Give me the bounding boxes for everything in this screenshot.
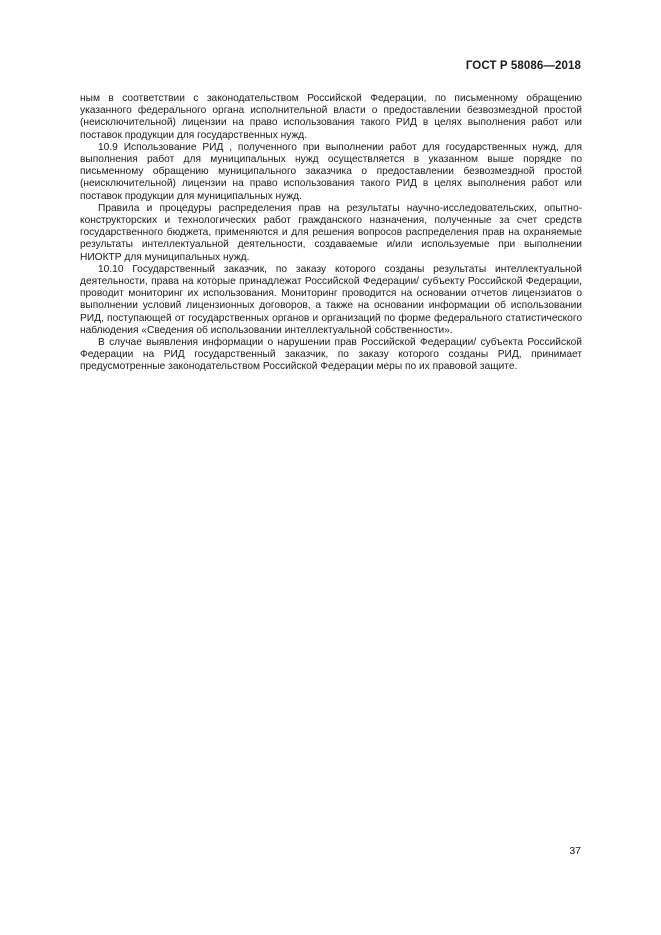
standard-number-header: ГОСТ Р 58086—2018 bbox=[465, 60, 581, 72]
page-number: 37 bbox=[569, 845, 581, 857]
paragraph-violation: В случае выявления информации о нарушении прав Российской Федерации/ субъекта Российской Федерации на РИД государственный заказчик, по заказу которого созданы РИД, принимает предусмотренные законодательством Российской Федерации меры по их правовой защите. bbox=[80, 337, 582, 373]
paragraph-10-10: 10.10 Государственный заказчик, по заказу которого созданы результаты интеллектуальной деятельности, права на которые принадлежат Российской Федерации/ субъекту Российской Федерации, проводит мониторинг их использования. Мониторинг проводится на основании отчетов лицензиатов о выполнении условий лицензионных договоров, а также на основании информации об использовании РИД, поступающей от государственных органов и организаций по форме федерального статистического наблюдения «Сведения об использовании интеллектуальной собственности». bbox=[80, 263, 582, 336]
paragraph-continuation: ным в соответствии с законодательством Российской Федерации, по письменному обращению указанного федерального органа исполнительной власти о предоставлении безвозмездной простой (неисключительной) лицензии на право использования такого РИД в целях выполнения работ или поставок продукции для государственных нужд. bbox=[80, 93, 582, 141]
paragraph-rules-procedures: Правила и процедуры распределения прав на результаты научно-исследовательских, опытно-конструкторских и технологических работ гражданского назначения, полученные за счет средств государственного бюджета, применяются и для решения вопросов распределения прав на охраняемые результаты интеллектуальной деятельности, создаваемые и/или используемые при выполнении НИОКТР для муниципальных нужд. bbox=[80, 202, 582, 263]
paragraph-10-9: 10.9 Использование РИД , полученного при выполнении работ для государственных нужд, для выполнения работ для муниципальных нужд осуществляется в указанном выше порядке по письменному обращению муниципального заказчика о предоставлении безвозмездной простой (неисключительной) лицензии на право использования такого РИД в целях выполнения работ или поставок продукции для муниципальных нужд. bbox=[80, 141, 582, 202]
body-text bbox=[80, 93, 582, 374]
